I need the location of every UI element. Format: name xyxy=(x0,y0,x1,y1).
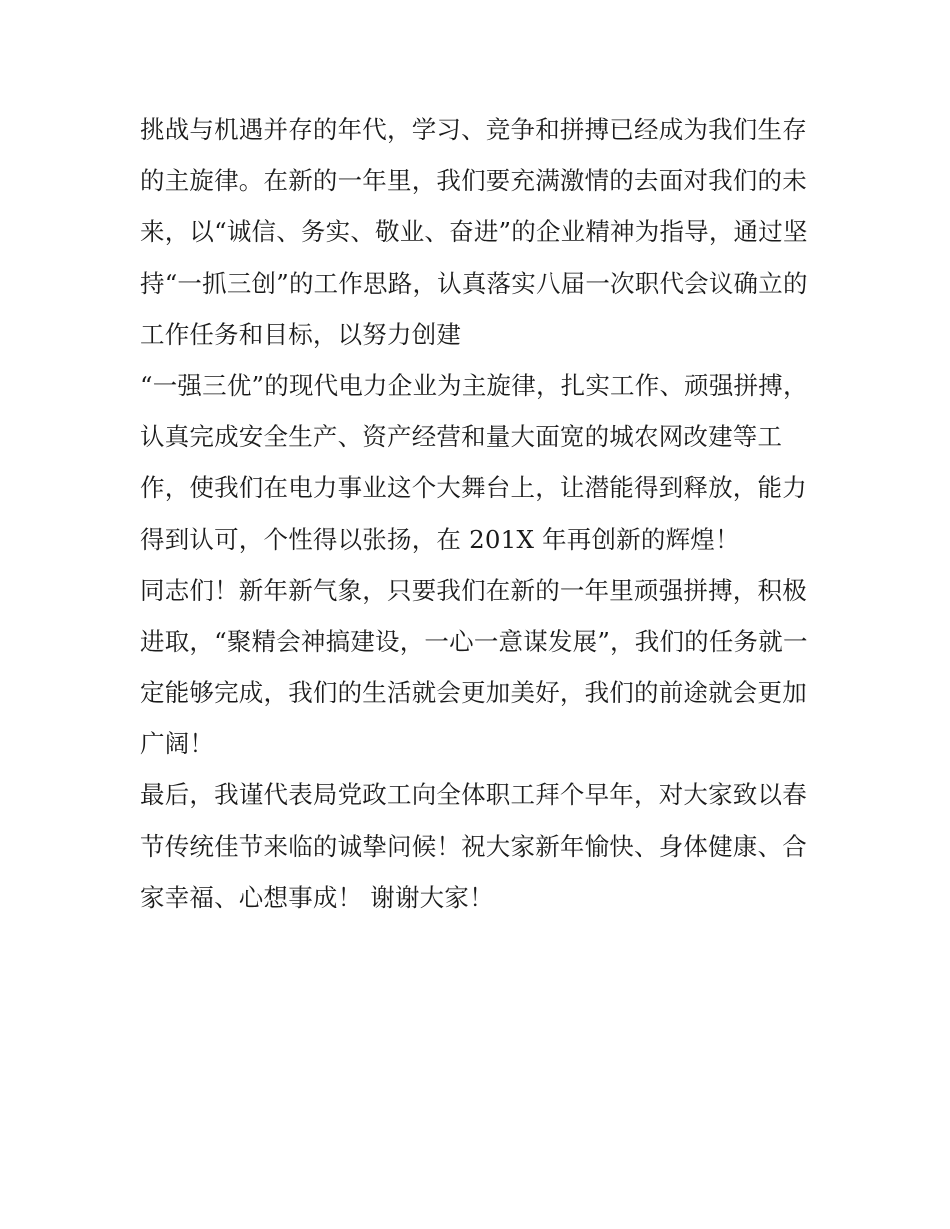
text-line: 得到认可，个性得以张扬，在 201X 年再创新的辉煌！ xyxy=(140,524,740,554)
text-line: 作，使我们在电力事业这个大舞台上，让潜能得到释放，能力 xyxy=(140,473,807,503)
text-line: 挑战与机遇并存的年代，学习、竞争和拼搏已经成为我们生存 xyxy=(140,115,807,144)
text-line: 进取，“聚精会神搞建设，一心一意谋发展”，我们的任务就一 xyxy=(140,626,808,656)
body-text xyxy=(140,104,820,923)
text-line: 定能够完成，我们的生活就会更加美好，我们的前途就会更加 xyxy=(140,678,807,708)
text-line: 最后，我谨代表局党政工向全体职工拜个早年，对大家致以春 xyxy=(140,780,807,810)
text-line: 的主旋律。在新的一年里，我们要充满激情的去面对我们的未 xyxy=(140,166,807,196)
text-line: “一强三优”的现代电力企业为主旋律，扎实工作、顽强拼搏， xyxy=(140,370,808,400)
text-line: 认真完成安全生产、资产经营和量大面宽的城农网改建等工 xyxy=(140,422,783,452)
text-line: 节传统佳节来临的诚挚问候！祝大家新年愉快、身体健康、合 xyxy=(140,831,807,861)
text-line: 来，以“诚信、务实、敬业、奋进”的企业精神为指导，通过坚 xyxy=(140,217,808,247)
text-line: 家幸福、心想事成！ 谢谢大家！ xyxy=(140,882,494,912)
text-line: 工作任务和目标，以努力创建 xyxy=(140,319,462,349)
text-line: 广阔！ xyxy=(140,729,215,759)
text-line: 同志们！新年新气象，只要我们在新的一年里顽强拼搏，积极 xyxy=(140,575,807,605)
text-line: 持“一抓三创”的工作思路，认真落实八届一次职代会议确立的 xyxy=(140,268,808,298)
